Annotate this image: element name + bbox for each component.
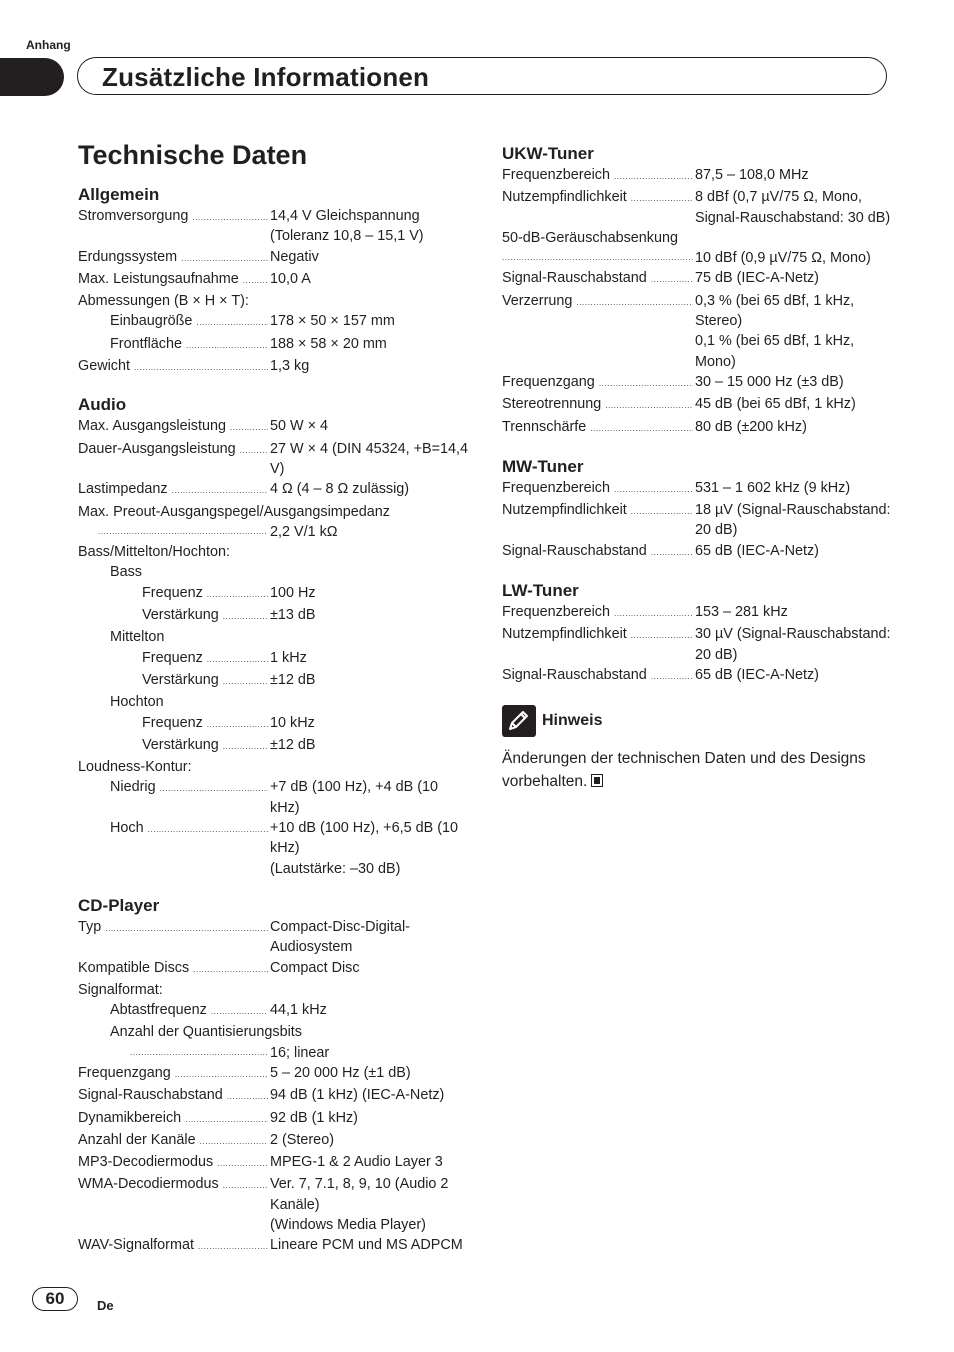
spec-row: MP3-Decodiermodus ..... MPEG-1 & 2 Audio Layer 3 <box>78 1152 468 1174</box>
note-title: Hinweis <box>542 712 603 730</box>
spec-row: Nutzempfindlichkeit ..... 8 dBf (0,7 µV/75 Ω, Mono, Signal-Rauschabstand: 30 dB) <box>502 187 892 228</box>
spec-row: Max. Leistungsaufnahme ..... 10,0 A <box>78 269 468 291</box>
pencil-icon <box>502 705 536 737</box>
spec-value: 80 dB (±200 kHz) <box>695 418 807 435</box>
chapter-header <box>77 57 887 95</box>
spec-value: MPEG-1 & 2 Audio Layer 3 <box>270 1154 443 1171</box>
spec-row: Dynamikbereich ..... 92 dB (1 kHz) <box>78 1108 468 1130</box>
spec-value: 27 W × 4 (DIN 45324, +B=14,4 V) <box>270 440 468 477</box>
section-heading-mw-tuner: MW-Tuner <box>502 456 584 476</box>
right-column <box>502 143 892 793</box>
spec-row <box>78 1215 468 1235</box>
spec-value: 30 – 15 000 Hz (±3 dB) <box>695 373 844 390</box>
spec-row: Frontfläche ..... 188 × 58 × 20 mm <box>78 334 468 356</box>
spec-value: ±12 dB <box>270 671 316 688</box>
spec-row: Frequenzbereich ..... 531 – 1 602 kHz (9 kHz) <box>502 478 892 500</box>
spec-row: Dauer-Ausgangsleistung ..... 27 W × 4 (DIN 45324, +B=14,4 V) <box>78 439 468 480</box>
spec-row: Frequenzbereich ..... 153 – 281 kHz <box>502 602 892 624</box>
spec-value: 92 dB (1 kHz) <box>270 1109 358 1126</box>
spec-value: 100 Hz <box>270 584 316 601</box>
spec-value: Negativ <box>270 248 319 265</box>
spec-value: 44,1 kHz <box>270 1002 327 1019</box>
spec-row: Trennschärfe ..... 80 dB (±200 kHz) <box>502 417 892 439</box>
spec-group-label: Loudness-Kontur: <box>78 759 192 776</box>
section-heading-allgemein: Allgemein <box>78 185 160 204</box>
spec-row: Frequenzgang ..... 5 – 20 000 Hz (±1 dB) <box>78 1063 468 1085</box>
spec-row: Verstärkung ..... ±13 dB <box>78 605 468 627</box>
spec-value: 10 kHz <box>270 714 315 731</box>
spec-row: Frequenzgang ..... 30 – 15 000 Hz (±3 dB) <box>502 372 892 394</box>
spec-row: Nutzempfindlichkeit ..... 18 µV (Signal-Rauschabstand: 20 dB) <box>502 500 892 541</box>
spec-value: Lineare PCM und MS ADPCM <box>270 1237 463 1254</box>
spec-value: Ver. 7, 7.1, 8, 9, 10 (Audio 2 Kanäle) <box>270 1176 449 1213</box>
spec-group-label: Anzahl der Quantisierungsbits <box>110 1024 302 1041</box>
spec-row: Signal-Rauschabstand ..... 65 dB (IEC-A-Netz) <box>502 541 892 563</box>
spec-value: 94 dB (1 kHz) (IEC-A-Netz) <box>270 1087 445 1104</box>
spec-value: 0,1 % (bei 65 dBf, 1 kHz, Mono) <box>695 333 855 370</box>
spec-row: Signal-Rauschabstand ..... 94 dB (1 kHz) (IEC-A-Netz) <box>78 1085 468 1107</box>
spec-row <box>78 859 468 879</box>
section-label: Anhang <box>26 38 71 52</box>
spec-row: Verstärkung ..... ±12 dB <box>78 670 468 692</box>
spec-group-label: 50-dB-Geräuschabsenkung <box>502 229 678 246</box>
spec-value: 531 – 1 602 kHz (9 kHz) <box>695 479 851 496</box>
spec-row: Frequenz ..... 1 kHz <box>78 648 468 670</box>
spec-value: 1 kHz <box>270 649 307 666</box>
end-mark-icon <box>591 774 603 787</box>
note-text: Änderungen der technischen Daten und des Designs vorbehalten. <box>502 750 866 791</box>
spec-value: 4 Ω (4 – 8 Ω zulässig) <box>270 481 410 498</box>
spec-row: Lastimpedanz ..... 4 Ω (4 – 8 Ω zulässig) <box>78 479 468 501</box>
spec-value: Compact Disc <box>270 959 360 976</box>
page-number: 60 <box>32 1287 78 1311</box>
spec-row: Frequenz ..... 10 kHz <box>78 713 468 735</box>
spec-value: 65 dB (IEC-A-Netz) <box>695 542 819 559</box>
spec-row <box>502 331 892 372</box>
spec-value: 10 dBf (0,9 µV/75 Ω, Mono) <box>695 250 871 267</box>
spec-group-label: Bass/Mittelton/Hochton: <box>78 544 230 561</box>
spec-row: Erdungssystem ..... Negativ <box>78 247 468 269</box>
note-heading <box>502 705 892 737</box>
section-heading-ukw-tuner: UKW-Tuner <box>502 144 594 163</box>
spec-row: Hoch ..... +10 dB (100 Hz), +6,5 dB (10 kHz) <box>78 818 468 859</box>
chapter-title: Zusätzliche Informationen <box>102 62 430 92</box>
spec-row: WAV-Signalformat ..... Lineare PCM und MS ADPCM <box>78 1235 468 1257</box>
spec-row: Stereotrennung ..... 45 dB (bei 65 dBf, 1 kHz) <box>502 394 892 416</box>
spec-row: Typ ..... Compact-Disc-Digital-Audiosystem <box>78 917 468 958</box>
spec-row: Niedrig ..... +7 dB (100 Hz), +4 dB (10 kHz) <box>78 777 468 818</box>
spec-row: WMA-Decodiermodus ..... Ver. 7, 7.1, 8, 9, 10 (Audio 2 Kanäle) <box>78 1174 468 1215</box>
spec-group-label: Mittelton <box>110 629 165 646</box>
spec-row: Gewicht ..... 1,3 kg <box>78 356 468 378</box>
spec-value: 18 µV (Signal-Rauschabstand: 20 dB) <box>695 502 891 539</box>
spec-row <box>502 248 892 268</box>
spec-value: 14,4 V Gleichspannung (Toleranz 10,8 – 15,1 V) <box>270 208 424 245</box>
spec-group-label: Hochton <box>110 694 164 711</box>
spec-row: Signal-Rauschabstand ..... 75 dB (IEC-A-Netz) <box>502 268 892 290</box>
spec-value: 65 dB (IEC-A-Netz) <box>695 666 819 683</box>
spec-value: 50 W × 4 <box>270 418 328 435</box>
spec-value: 2 (Stereo) <box>270 1131 334 1148</box>
spec-row: Abtastfrequenz ..... 44,1 kHz <box>78 1000 468 1022</box>
spec-value: 75 dB (IEC-A-Netz) <box>695 270 819 287</box>
spec-row <box>78 522 468 542</box>
language-code: De <box>97 1298 114 1313</box>
spec-row: Nutzempfindlichkeit ..... 30 µV (Signal-Rauschabstand: 20 dB) <box>502 624 892 665</box>
spec-value: Compact-Disc-Digital-Audiosystem <box>270 918 410 956</box>
spec-row: Kompatible Discs ..... Compact Disc <box>78 958 468 980</box>
left-column <box>78 184 468 1258</box>
spec-value: +7 dB (100 Hz), +4 dB (10 kHz) <box>270 779 438 816</box>
spec-value: +10 dB (100 Hz), +6,5 dB (10 kHz) <box>270 820 458 857</box>
spec-value: 5 – 20 000 Hz (±1 dB) <box>270 1064 411 1081</box>
spec-value: ±13 dB <box>270 607 316 624</box>
spec-group-label: Signalformat: <box>78 981 163 998</box>
spec-row: Signal-Rauschabstand ..... 65 dB (IEC-A-Netz) <box>502 665 892 687</box>
spec-value: 188 × 58 × 20 mm <box>270 335 387 352</box>
spec-row <box>78 1043 468 1063</box>
section-heading-cd-player: CD-Player <box>78 895 160 915</box>
spec-value: 2,2 V/1 kΩ <box>270 523 338 540</box>
spec-value: 0,3 % (bei 65 dBf, 1 kHz, Stereo) <box>695 292 855 330</box>
spec-value: 45 dB (bei 65 dBf, 1 kHz) <box>695 396 856 413</box>
header-tab-marker <box>0 58 64 96</box>
page-title: Technische Daten <box>78 140 308 170</box>
spec-group-label: Abmessungen (B × H × T): <box>78 293 249 310</box>
spec-row: Frequenz ..... 100 Hz <box>78 583 468 605</box>
spec-group-label: Bass <box>110 564 142 581</box>
spec-group-label: Max. Preout-Ausgangspegel/Ausgangsimpedanz <box>78 503 390 520</box>
spec-row: Einbaugröße ..... 178 × 50 × 157 mm <box>78 311 468 333</box>
spec-value: 87,5 – 108,0 MHz <box>695 167 809 183</box>
spec-value: ±12 dB <box>270 736 316 753</box>
spec-row: Anzahl der Kanäle ..... 2 (Stereo) <box>78 1130 468 1152</box>
spec-row: Verzerrung ..... 0,3 % (bei 65 dBf, 1 kHz, Stereo) <box>502 291 892 332</box>
spec-value: 16; linear <box>270 1044 330 1061</box>
spec-value: 1,3 kg <box>270 358 310 375</box>
spec-value: 178 × 50 × 157 mm <box>270 313 395 330</box>
spec-value: 30 µV (Signal-Rauschabstand: 20 dB) <box>695 626 891 663</box>
section-heading-lw-tuner: LW-Tuner <box>502 581 579 601</box>
spec-row: Stromversorgung ..... 14,4 V Gleichspannung (Toleranz 10,8 – 15,1 V) <box>78 206 468 247</box>
spec-value: (Windows Media Player) <box>270 1217 426 1234</box>
spec-row: Verstärkung ..... ±12 dB <box>78 735 468 757</box>
spec-row: Max. Ausgangsleistung ..... 50 W × 4 <box>78 416 468 438</box>
spec-value: (Lautstärke: –30 dB) <box>270 860 401 877</box>
spec-value: 8 dBf (0,7 µV/75 Ω, Mono, Signal-Rauschabstand: 30 dB) <box>695 189 891 226</box>
spec-value: 153 – 281 kHz <box>695 604 788 621</box>
spec-value: 10,0 A <box>270 270 311 287</box>
spec-row: Frequenzbereich ..... 87,5 – 108,0 MHz <box>502 165 892 187</box>
section-heading-audio: Audio <box>78 395 127 415</box>
